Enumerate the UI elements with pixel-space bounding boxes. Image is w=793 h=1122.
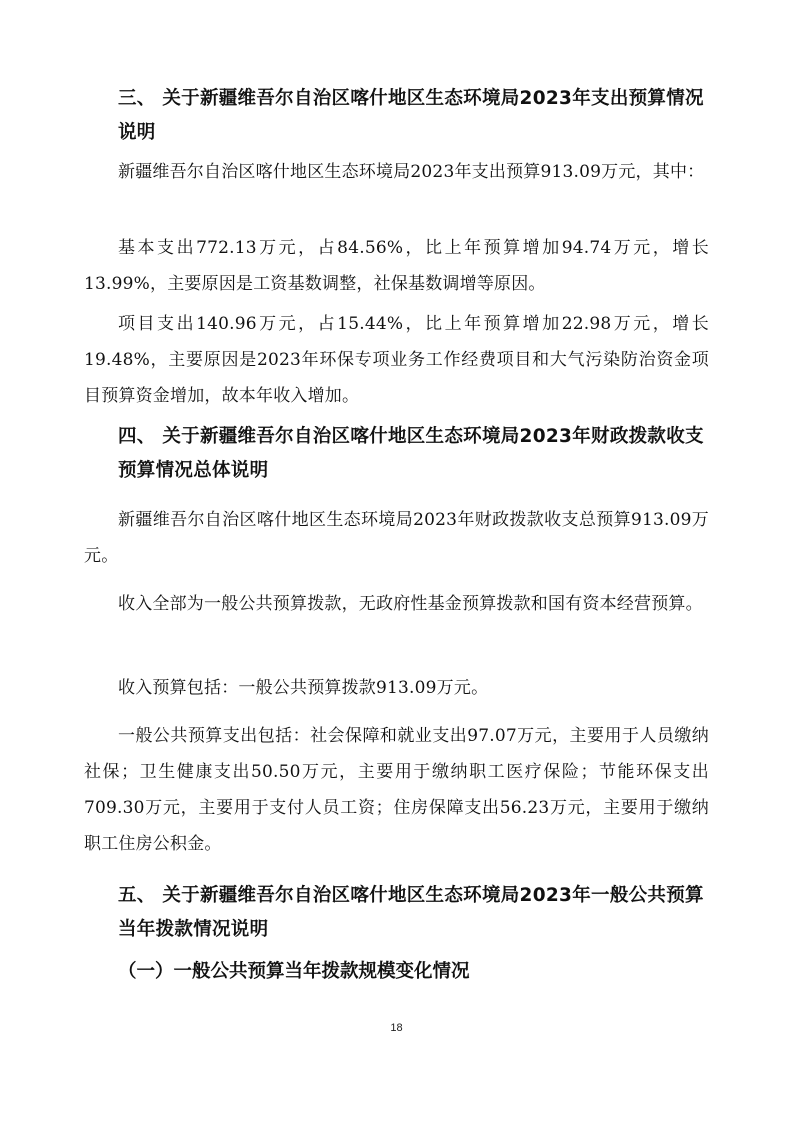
section-4-paragraph-2: 收入全部为一般公共预算拨款，无政府性基金预算拨款和国有资本经营预算。 [118,594,703,614]
section-4-paragraph-4: 一般公共预算支出包括：社会保障和就业支出97.07万元，主要用于人员缴纳社保；卫生健康支出50.50万元，主要用于缴纳职工医疗保险；节能环保支出709.30万元，主要用于支付人员工资；住房保障支出56.23万元，主要用于缴纳职工住房公积金。 [84,726,709,854]
section-3-paragraph-2: 基本支出772.13万元，占84.56%，比上年预算增加94.74万元，增长13.99%，主要原因是工资基数调整，社保基数调增等原因。 [84,238,709,294]
section-4-paragraph-1: 新疆维吾尔自治区喀什地区生态环境局2023年财政拨款收支总预算913.09万元。 [84,510,709,566]
section-3-heading: 三、 关于新疆维吾尔自治区喀什地区生态环境局2023年支出预算情况说明 [118,88,704,143]
section-4-paragraph-3: 收入预算包括：一般公共预算拨款913.09万元。 [118,678,489,698]
section-3-paragraph-1: 新疆维吾尔自治区喀什地区生态环境局2023年支出预算913.09万元，其中： [118,162,705,182]
section-4-heading: 四、 关于新疆维吾尔自治区喀什地区生态环境局2023年财政拨款收支预算情况总体说明 [118,426,704,481]
section-5-subheading-1: （一）一般公共预算当年拨款规模变化情况 [118,961,470,982]
page-number: 18 [390,1022,403,1034]
section-3-paragraph-3: 项目支出140.96万元，占15.44%，比上年预算增加22.98万元，增长19.48%，主要原因是2023年环保专项业务工作经费项目和大气污染防治资金项目预算资金增加，故本年收入增加。 [84,314,709,406]
section-5-heading: 五、 关于新疆维吾尔自治区喀什地区生态环境局2023年一般公共预算当年拨款情况说明 [118,885,704,940]
